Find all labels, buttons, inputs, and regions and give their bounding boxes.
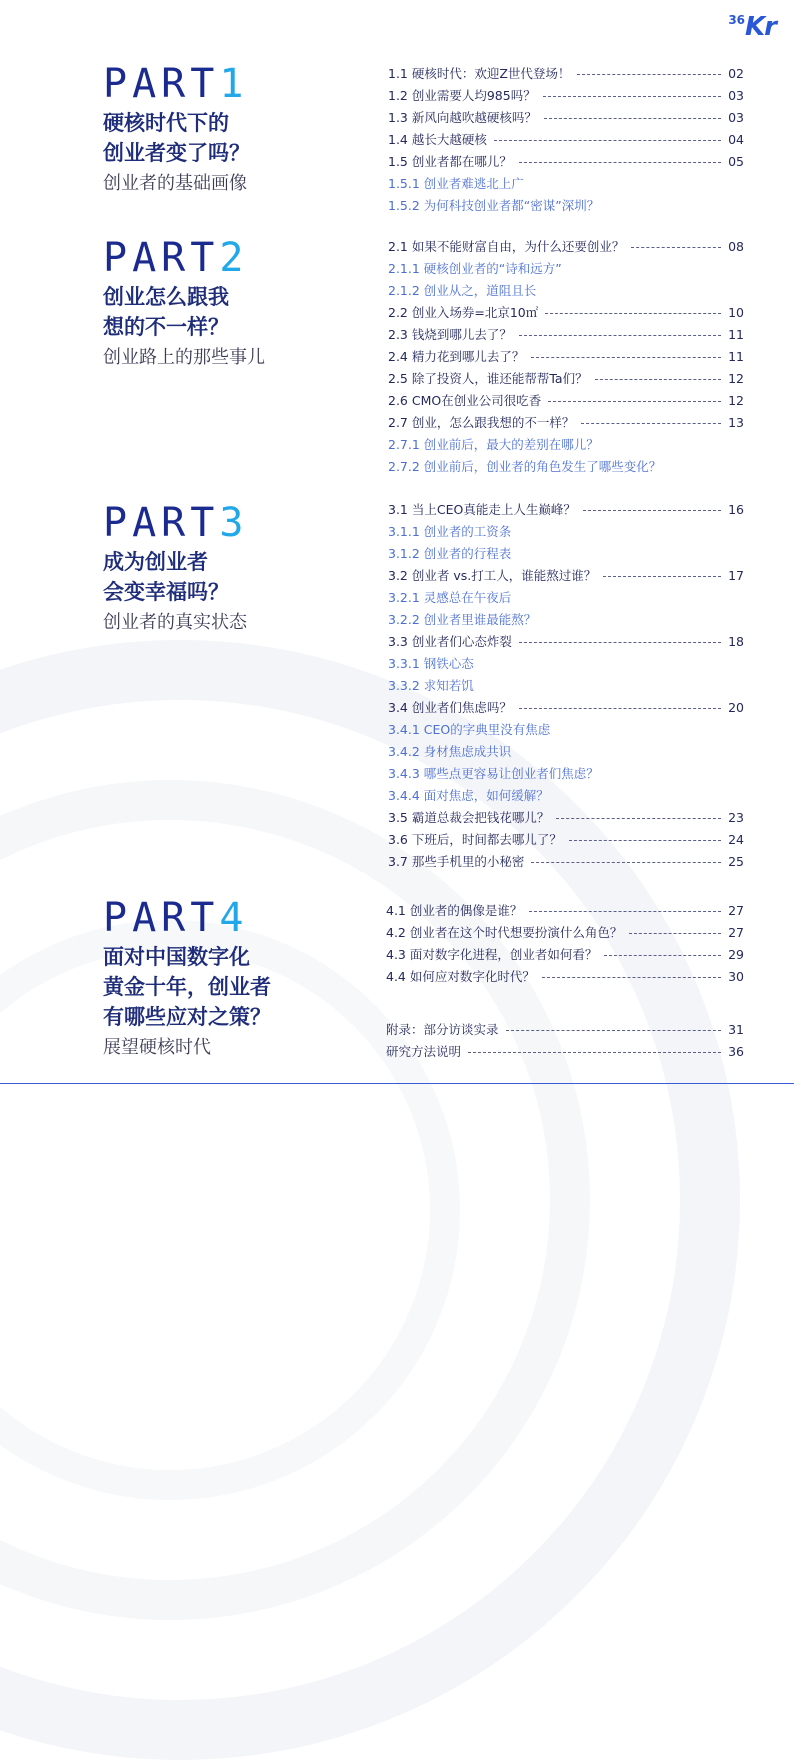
part-word: PART [103, 235, 220, 281]
toc-subentry[interactable] [388, 784, 744, 806]
toc-entry[interactable] [386, 943, 744, 965]
toc-page-number: 11 [728, 348, 744, 364]
toc-entry-label: 附录：部分访谈实录 [386, 1022, 499, 1037]
brand-logo [728, 14, 776, 40]
toc-entry[interactable] [388, 850, 744, 872]
part-subtitle: 创业者的基础画像 [103, 173, 247, 194]
toc-entry-label: 1.5.2 为何科技创业者都“密谋”深圳？ [388, 198, 600, 213]
toc-entry-label: 3.2 创业者 vs.打工人，谁能熬过谁？ [388, 568, 597, 583]
toc-entry-label: 2.7.2 创业前后，创业者的角色发生了哪些变化？ [388, 459, 662, 474]
toc-entry-label: 4.1 创业者的偶像是谁？ [386, 903, 523, 918]
toc-page-number: 25 [728, 853, 744, 869]
toc-leader-line [543, 96, 721, 97]
toc-entry[interactable] [388, 389, 744, 411]
toc-entry-label: 3.3.1 钢铁心态 [388, 656, 474, 671]
toc-entry-label: 3.6 下班后，时间都去哪儿了？ [388, 832, 562, 847]
toc-subentry[interactable] [388, 279, 744, 301]
toc-entry[interactable] [388, 630, 744, 652]
part-heading [103, 500, 353, 546]
part-subtitle: 创业者的真实状态 [103, 612, 247, 633]
toc-leader-line [519, 708, 721, 709]
toc-entry-label: 2.4 精力花到哪儿去了？ [388, 349, 525, 364]
toc-leader-line [556, 818, 721, 819]
part-3-block [103, 500, 353, 635]
toc-leader-line [577, 74, 721, 75]
toc-entry-label: 1.4 越长大越硬核 [388, 132, 487, 147]
toc-entry[interactable] [388, 301, 744, 323]
toc-page-number: 29 [728, 946, 744, 962]
toc-entry-label: 3.5 霸道总裁会把钱花哪儿？ [388, 810, 550, 825]
toc-entry-label: 1.2 创业需要人均985吗？ [388, 88, 536, 103]
toc-entry[interactable] [388, 106, 744, 128]
toc-page-number: 17 [728, 567, 744, 583]
part-number: 3 [219, 500, 249, 546]
toc-entry-label: 1.5 创业者都在哪儿？ [388, 154, 512, 169]
toc-subentry[interactable] [388, 257, 744, 279]
part-heading [103, 235, 353, 281]
part-title: 面对中国数字化 黄金十年，创业者 有哪些应对之策？ [103, 945, 271, 1029]
toc-appendix [386, 1018, 744, 1062]
toc-entry[interactable] [388, 367, 744, 389]
toc-entry-label: 2.5 除了投资人，谁还能帮帮Ta们？ [388, 371, 588, 386]
toc-entry[interactable] [388, 345, 744, 367]
part-word: PART [103, 61, 220, 107]
part-word: PART [103, 895, 220, 941]
toc-entry-label: 2.3 钱烧到哪儿去了？ [388, 327, 512, 342]
toc-page-number: 16 [728, 501, 744, 517]
toc-subentry[interactable] [388, 740, 744, 762]
toc-leader-line [529, 911, 721, 912]
toc-entry[interactable] [388, 564, 744, 586]
toc-page-number: 24 [728, 831, 744, 847]
part-2-block [103, 235, 353, 370]
toc-subentry[interactable] [388, 542, 744, 564]
toc-leader-line [583, 510, 721, 511]
toc-entry-label: 1.3 新风向越吹越硬核吗？ [388, 110, 537, 125]
toc-page-number: 18 [728, 633, 744, 649]
toc-subentry[interactable] [388, 455, 744, 477]
toc-leader-line [542, 977, 721, 978]
toc-leader-line [548, 401, 721, 402]
toc-subentry[interactable] [388, 520, 744, 542]
toc-leader-line [544, 118, 721, 119]
toc-subentry[interactable] [388, 433, 744, 455]
part-title: 成为创业者 会变幸福吗？ [103, 550, 229, 604]
toc-page-number: 12 [728, 392, 744, 408]
toc-entry-label: 4.3 面对数字化进程，创业者如何看？ [386, 947, 598, 962]
toc-page-number: 03 [728, 87, 744, 103]
toc-entry-label: 研究方法说明 [386, 1044, 462, 1059]
part-number: 1 [219, 61, 249, 107]
toc-entry[interactable] [388, 323, 744, 345]
toc-page-number: 02 [728, 65, 744, 81]
toc-page-number: 08 [728, 238, 744, 254]
toc-entry-label: 1.5.1 创业者难逃北上广 [388, 176, 524, 191]
part-4-block [103, 895, 353, 1060]
bottom-divider [0, 1083, 794, 1084]
toc-page-number: 31 [728, 1021, 744, 1037]
toc-leader-line [629, 933, 721, 934]
toc-entry-label: 4.2 创业者在这个时代想要扮演什么角色？ [386, 925, 623, 940]
toc-leader-line [494, 140, 721, 141]
toc-leader-line [603, 576, 721, 577]
toc-part-4 [386, 899, 744, 987]
toc-leader-line [519, 642, 721, 643]
part-1-block [103, 61, 353, 196]
toc-entry[interactable] [388, 62, 744, 84]
toc-entry[interactable] [386, 1040, 744, 1062]
toc-subentry[interactable] [388, 608, 744, 630]
toc-part-1 [388, 62, 744, 216]
toc-page-number: 12 [728, 370, 744, 386]
toc-entry[interactable] [388, 411, 744, 433]
toc-entry-label: 3.2.1 灵感总在午夜后 [388, 590, 512, 605]
toc-entry-label: 2.1 如果不能财富自由，为什么还要创业？ [388, 239, 625, 254]
part-word: PART [103, 500, 220, 546]
toc-entry-label: 4.4 如何应对数字化时代？ [386, 969, 535, 984]
part-heading [103, 895, 353, 941]
toc-leader-line [531, 357, 721, 358]
toc-entry-label: 3.3 创业者们心态炸裂 [388, 634, 512, 649]
toc-subentry[interactable] [388, 718, 744, 740]
toc-subentry[interactable] [388, 172, 744, 194]
toc-leader-line [631, 247, 721, 248]
toc-entry-label: 3.4.4 面对焦虑，如何缓解？ [388, 788, 549, 803]
part-title: 创业怎么跟我 想的不一样？ [103, 285, 229, 339]
toc-entry-label: 1.1 硬核时代：欢迎Z世代登场！ [388, 66, 571, 81]
toc-subentry[interactable] [388, 194, 744, 216]
toc-leader-line [604, 955, 721, 956]
part-heading [103, 61, 353, 107]
toc-part-2 [388, 235, 744, 477]
toc-page-number: 13 [728, 414, 744, 430]
toc-page-number: 03 [728, 109, 744, 125]
toc-entry[interactable] [388, 696, 744, 718]
toc-entry-label: 3.4.2 身材焦虑成共识 [388, 744, 512, 759]
toc-entry-label: 3.1.2 创业者的行程表 [388, 546, 512, 561]
toc-page-number: 30 [728, 968, 744, 984]
part-number: 4 [219, 895, 249, 941]
toc-page-number: 11 [728, 326, 744, 342]
toc-entry-label: 3.4.3 哪些点更容易让创业者们焦虑？ [388, 766, 599, 781]
toc-page-number: 27 [728, 924, 744, 940]
toc-leader-line [519, 162, 721, 163]
toc-page-number: 23 [728, 809, 744, 825]
toc-subentry[interactable] [388, 762, 744, 784]
toc-leader-line [506, 1030, 722, 1031]
toc-entry[interactable] [388, 128, 744, 150]
part-number: 2 [219, 235, 249, 281]
toc-entry-label: 3.2.2 创业者里谁最能熬？ [388, 612, 537, 627]
toc-entry[interactable] [386, 921, 744, 943]
toc-leader-line [519, 335, 721, 336]
part-title: 硬核时代下的 创业者变了吗？ [103, 111, 250, 165]
toc-subentry[interactable] [388, 652, 744, 674]
toc-leader-line [569, 840, 721, 841]
toc-entry[interactable] [388, 84, 744, 106]
toc-entry-label: 3.4.1 CEO的字典里没有焦虑 [388, 722, 551, 737]
toc-entry-label: 3.4 创业者们焦虑吗？ [388, 700, 512, 715]
toc-entry-label: 2.1.2 创业从之，道阻且长 [388, 283, 537, 298]
toc-part-3 [388, 498, 744, 872]
toc-page-number: 10 [728, 304, 744, 320]
toc-entry-label: 3.1.1 创业者的工资条 [388, 524, 512, 539]
toc-page-number: 27 [728, 902, 744, 918]
toc-entry[interactable] [386, 965, 744, 987]
toc-entry-label: 3.3.2 求知若饥 [388, 678, 474, 693]
toc-page-number: 04 [728, 131, 744, 147]
toc-page-number: 05 [728, 153, 744, 169]
toc-entry-label: 2.7.1 创业前后，最大的差别在哪儿？ [388, 437, 599, 452]
toc-entry-label: 3.1 当上CEO真能走上人生巅峰？ [388, 502, 576, 517]
toc-leader-line [581, 423, 721, 424]
toc-subentry[interactable] [388, 674, 744, 696]
toc-page-number: 20 [728, 699, 744, 715]
toc-entry[interactable] [388, 806, 744, 828]
toc-entry-label: 2.2 创业入场券=北京10㎡ [388, 305, 539, 320]
logo-text: Kr [745, 12, 776, 42]
toc-entry[interactable] [388, 235, 744, 257]
toc-entry[interactable] [388, 828, 744, 850]
toc-entry[interactable] [388, 498, 744, 520]
toc-entry-label: 3.7 那些手机里的小秘密 [388, 854, 525, 869]
part-subtitle: 创业路上的那些事儿 [103, 347, 265, 368]
toc-entry[interactable] [386, 899, 744, 921]
toc-leader-line [545, 313, 721, 314]
part-subtitle: 展望硬核时代 [103, 1037, 211, 1058]
toc-page-number: 36 [728, 1043, 744, 1059]
toc-entry-label: 2.6 CMO在创业公司很吃香 [388, 393, 542, 408]
logo-number: 36 [728, 13, 746, 27]
toc-entry[interactable] [388, 150, 744, 172]
toc-entry-label: 2.7 创业，怎么跟我想的不一样？ [388, 415, 575, 430]
toc-subentry[interactable] [388, 586, 744, 608]
toc-leader-line [468, 1052, 721, 1053]
toc-leader-line [531, 862, 721, 863]
toc-leader-line [595, 379, 722, 380]
toc-entry[interactable] [386, 1018, 744, 1040]
toc-entry-label: 2.1.1 硬核创业者的“诗和远方” [388, 261, 562, 276]
